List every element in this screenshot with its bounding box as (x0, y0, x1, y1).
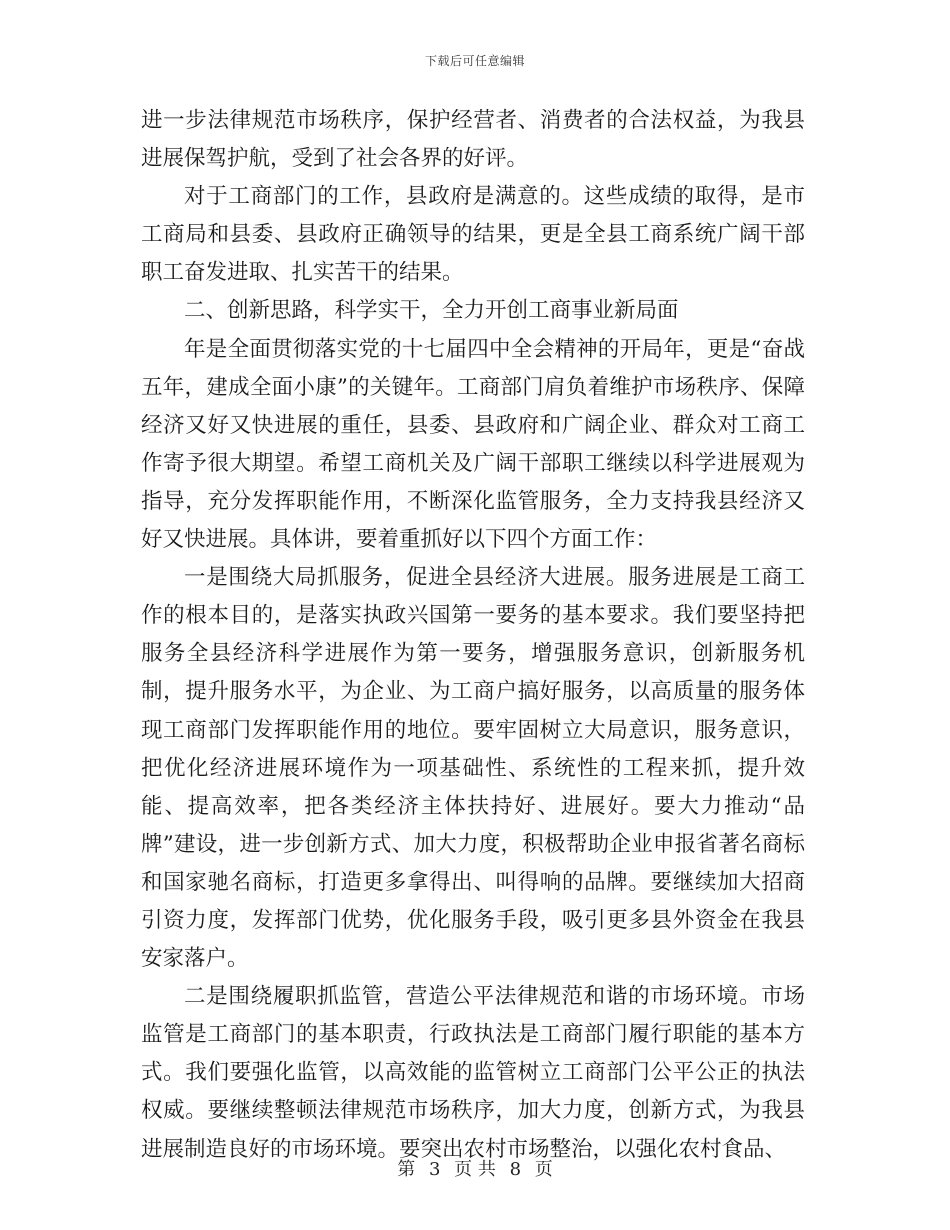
section-heading: 二、创新思路，科学实干，全力开创工商事业新局面 (184, 298, 679, 324)
page-footer (0, 1155, 950, 1181)
paragraph: 进一步法律规范市场秩序，保护经营者、消费者的合法权益，为我县进展保驾护航，受到了社会各界的好评。 (141, 108, 805, 172)
footer-suffix: 页 (534, 1159, 553, 1180)
paragraph: 一是围绕大局抓服务，促进全县经济大进展。服务进展是工商工作的根本目的，是落实执政兴国第一要务的基本要求。我们要坚持把服务全县经济科学进展作为第一要务，增强服务意识，创新服务机制，提升服务水平，为企业、为工商户搞好服务，以高质量的服务体现工商部门发挥职能作用的地位。要牢固树立大局意识，服务意识，把优化经济进展环境作为一项基础性、系统性的工程来抓，提升效能、提高效率，把各类经济主体扶持好、进展好。要大力推动“品牌”建设，进一步创新方式、加大力度，积极帮助企业申报省著名商标和国家驰名商标，打造更多拿得出、叫得响的品牌。要继续加大招商引资力度，发挥部门优势，优化服务手段，吸引更多县外资金在我县安家落户。 (141, 565, 805, 972)
document-body (141, 102, 805, 1169)
paragraph: 二是围绕履职抓监管，营造公平法律规范和谐的市场环境。市场监管是工商部门的基本职责，行政执法是工商部门履行职能的基本方式。我们要强化监管，以高效能的监管树立工商部门公平公正的执法权威。要继续整顿法律规范市场秩序，加大力度，创新方式，为我县进展制造良好的市场环境。要突出农村市场整治，以强化农村食品、 (141, 984, 805, 1162)
page-header: 下载后可任意编辑 (424, 54, 525, 68)
paragraph: 年是全面贯彻落实党的十七届四中全会精神的开局年，更是“奋战五年，建成全面小康”的关键年。工商部门肩负着维护市场秩序、保障经济又好又快进展的重任，县委、县政府和广阔企业、群众对工商工作寄予很大期望。希望工商机关及广阔干部职工继续以科学进展观为指导，充分发挥职能作用，不断深化监管服务，全力支持我县经济又好又快进展。具体讲，要着重抓好以下四个方面工作： (141, 336, 805, 553)
current-page-number: 3 (428, 1159, 441, 1180)
paragraph: 对于工商部门的工作，县政府是满意的。这些成绩的取得，是市工商局和县委、县政府正确领导的结果，更是全县工商系统广阔干部职工奋发进取、扎实苦干的结果。 (141, 184, 805, 286)
footer-prefix: 第 (397, 1159, 416, 1180)
footer-middle: 页 共 (454, 1159, 496, 1180)
total-page-number: 8 (509, 1159, 522, 1180)
